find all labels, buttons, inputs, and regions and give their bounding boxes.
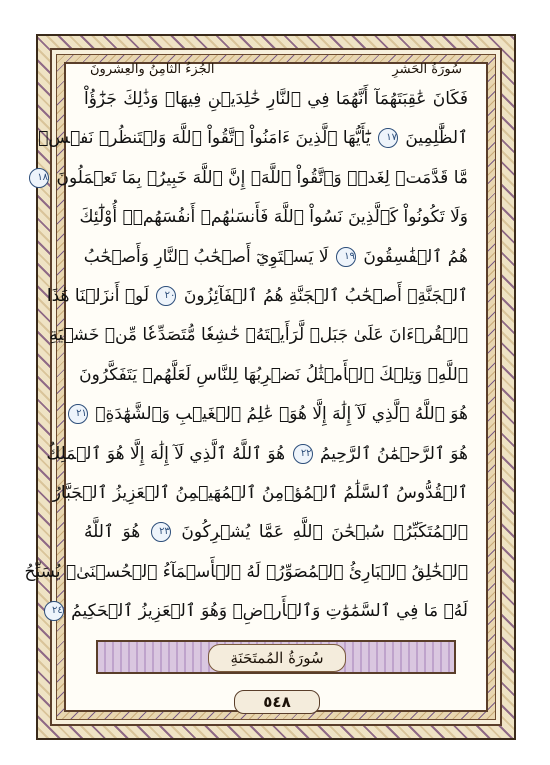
- ayah-number-marker: ٢١: [68, 404, 88, 424]
- text-line: [84, 517, 468, 547]
- page-number-cartouche: [234, 690, 320, 714]
- text-line: [51, 596, 468, 626]
- page-header: [80, 60, 472, 82]
- ayah-number-marker: ١٧: [378, 128, 398, 148]
- verse-text: ٱللَّهِۚ وَتِلۡكَ ٱلۡأَمۡثَٰلُ نَضۡرِبُهَا لِلنَّاسِ لَعَلَّهُمۡ يَتَفَكَّرُونَ: [79, 364, 468, 385]
- text-line: [52, 478, 468, 508]
- verse-text: ٱلۡخَٰلِقُ ٱلۡبَارِئُ ٱلۡمُصَوِّرُۖ لَهُ ٱلۡأَسۡمَآءُ ٱلۡحُسۡنَىٰۚ يُسَبِّحُ: [24, 561, 468, 582]
- ayah-number-marker: ٢٢: [293, 444, 313, 464]
- next-surah-title: سُورَةُ المُمتَحَنَةِ: [230, 649, 324, 667]
- verse-text: ٱلۡجَنَّةِۚ أَصۡحَٰبُ ٱلۡجَنَّةِ هُمُ ٱلۡفَآئِزُونَ: [183, 286, 468, 306]
- verse-text: ٱلۡمُتَكَبِّرُۚ سُبۡحَٰنَ ٱللَّهِ عَمَّا يُشۡرِكُونَ: [181, 522, 468, 543]
- verse-text: لَوۡ أَنزَلۡنَا هَٰذَا: [46, 286, 150, 306]
- ayah-number-marker: ٢٣: [151, 522, 171, 542]
- surah-title-cartouche: [208, 644, 346, 672]
- verse-text: هُوَ ٱللَّهُ ٱلَّذِي لَآ إِلَٰهَ إِلَّا هُوَ ٱلۡمَلِكُ: [46, 443, 286, 464]
- text-line: [46, 281, 468, 311]
- text-line: [79, 202, 468, 232]
- verse-text: لَا يَسۡتَوِيٓ أَصۡحَٰبُ ٱلنَّارِ وَأَصۡحَٰبُ: [83, 246, 329, 267]
- text-line: [37, 163, 468, 193]
- text-line: [84, 242, 468, 272]
- text-line: [38, 123, 468, 153]
- page-number: ٥٤٨: [263, 693, 291, 711]
- text-line: [79, 360, 468, 390]
- ayah-number-marker: ١٨: [29, 168, 49, 188]
- verse-text: ٱلظَّٰلِمِينَ: [405, 128, 468, 149]
- ayah-number-marker: ١٩: [336, 247, 356, 267]
- text-line: [84, 84, 468, 114]
- surah-title-banner: [96, 640, 456, 674]
- verse-text: هُوَ ٱللَّهُ ٱلَّذِي لَآ إِلَٰهَ إِلَّا هُوَۖ عَٰلِمُ ٱلۡغَيۡبِ وَٱلشَّهَٰدَةِۖ: [95, 404, 468, 425]
- ayah-number-marker: ٢٠: [156, 286, 176, 306]
- verse-text: هُمُ ٱلۡفَٰسِقُونَ: [363, 246, 468, 267]
- verse-text: هُوَ ٱللَّهُ: [84, 522, 141, 543]
- verse-text: ٱلۡقُرۡءَانَ عَلَىٰ جَبَلٖ لَّرَأَيۡتَهُۥ خَٰشِعٗا مُّتَصَدِّعٗا مِّنۡ خَشۡيَةِ: [49, 325, 468, 346]
- verse-text: وَلَا تَكُونُواْ كَٱلَّذِينَ نَسُواْ ٱللَّهَ فَأَنسَىٰهُمۡ أَنفُسَهُمۡۚ أُوْلَٰٓئِكَ: [79, 207, 468, 228]
- verse-text: لَهُۥ مَا فِي ٱلسَّمَٰوَٰتِ وَٱلۡأَرۡضِۖ وَهُوَ ٱلۡعَزِيزُ ٱلۡحَكِيمُ: [71, 601, 468, 622]
- verse-text: هُوَ ٱلرَّحۡمَٰنُ ٱلرَّحِيمُ: [319, 443, 468, 464]
- juz-label: الجُزءُ الثامِنُ والعِشرونَ: [90, 62, 215, 77]
- text-line: [76, 399, 468, 429]
- quran-text-body: [24, 84, 468, 636]
- text-line: [49, 320, 468, 350]
- verse-text: ٱلۡقُدُّوسُ ٱلسَّلَٰمُ ٱلۡمُؤۡمِنُ ٱلۡمُهَيۡمِنُ ٱلۡعَزِيزُ ٱلۡجَبَّارُ: [52, 483, 468, 503]
- text-line: [46, 439, 468, 469]
- verse-text: مَّا قَدَّمَتۡ لِغَدٖۖ وَٱتَّقُواْ ٱللَّهَۚ إِنَّ ٱللَّهَ خَبِيرُۢ بِمَا تَعۡمَلُونَ: [56, 167, 468, 188]
- verse-text: فَكَانَ عَٰقِبَتَهُمَآ أَنَّهُمَا فِي ٱلنَّارِ خَٰلِدَيۡنِ فِيهَاۚ وَذَٰلِكَ جَزَٰٓؤُاْ: [84, 89, 468, 109]
- ayah-number-marker: ٢٤: [44, 601, 64, 621]
- verse-text: يَٰٓأَيُّهَا ٱلَّذِينَ ءَامَنُواْ ٱتَّقُواْ ٱللَّهَ وَلۡتَنظُرۡ نَفۡسٞ: [38, 128, 371, 149]
- surah-name-label: سُورَةُ الحَشرِ: [392, 62, 462, 77]
- text-line: [24, 557, 468, 587]
